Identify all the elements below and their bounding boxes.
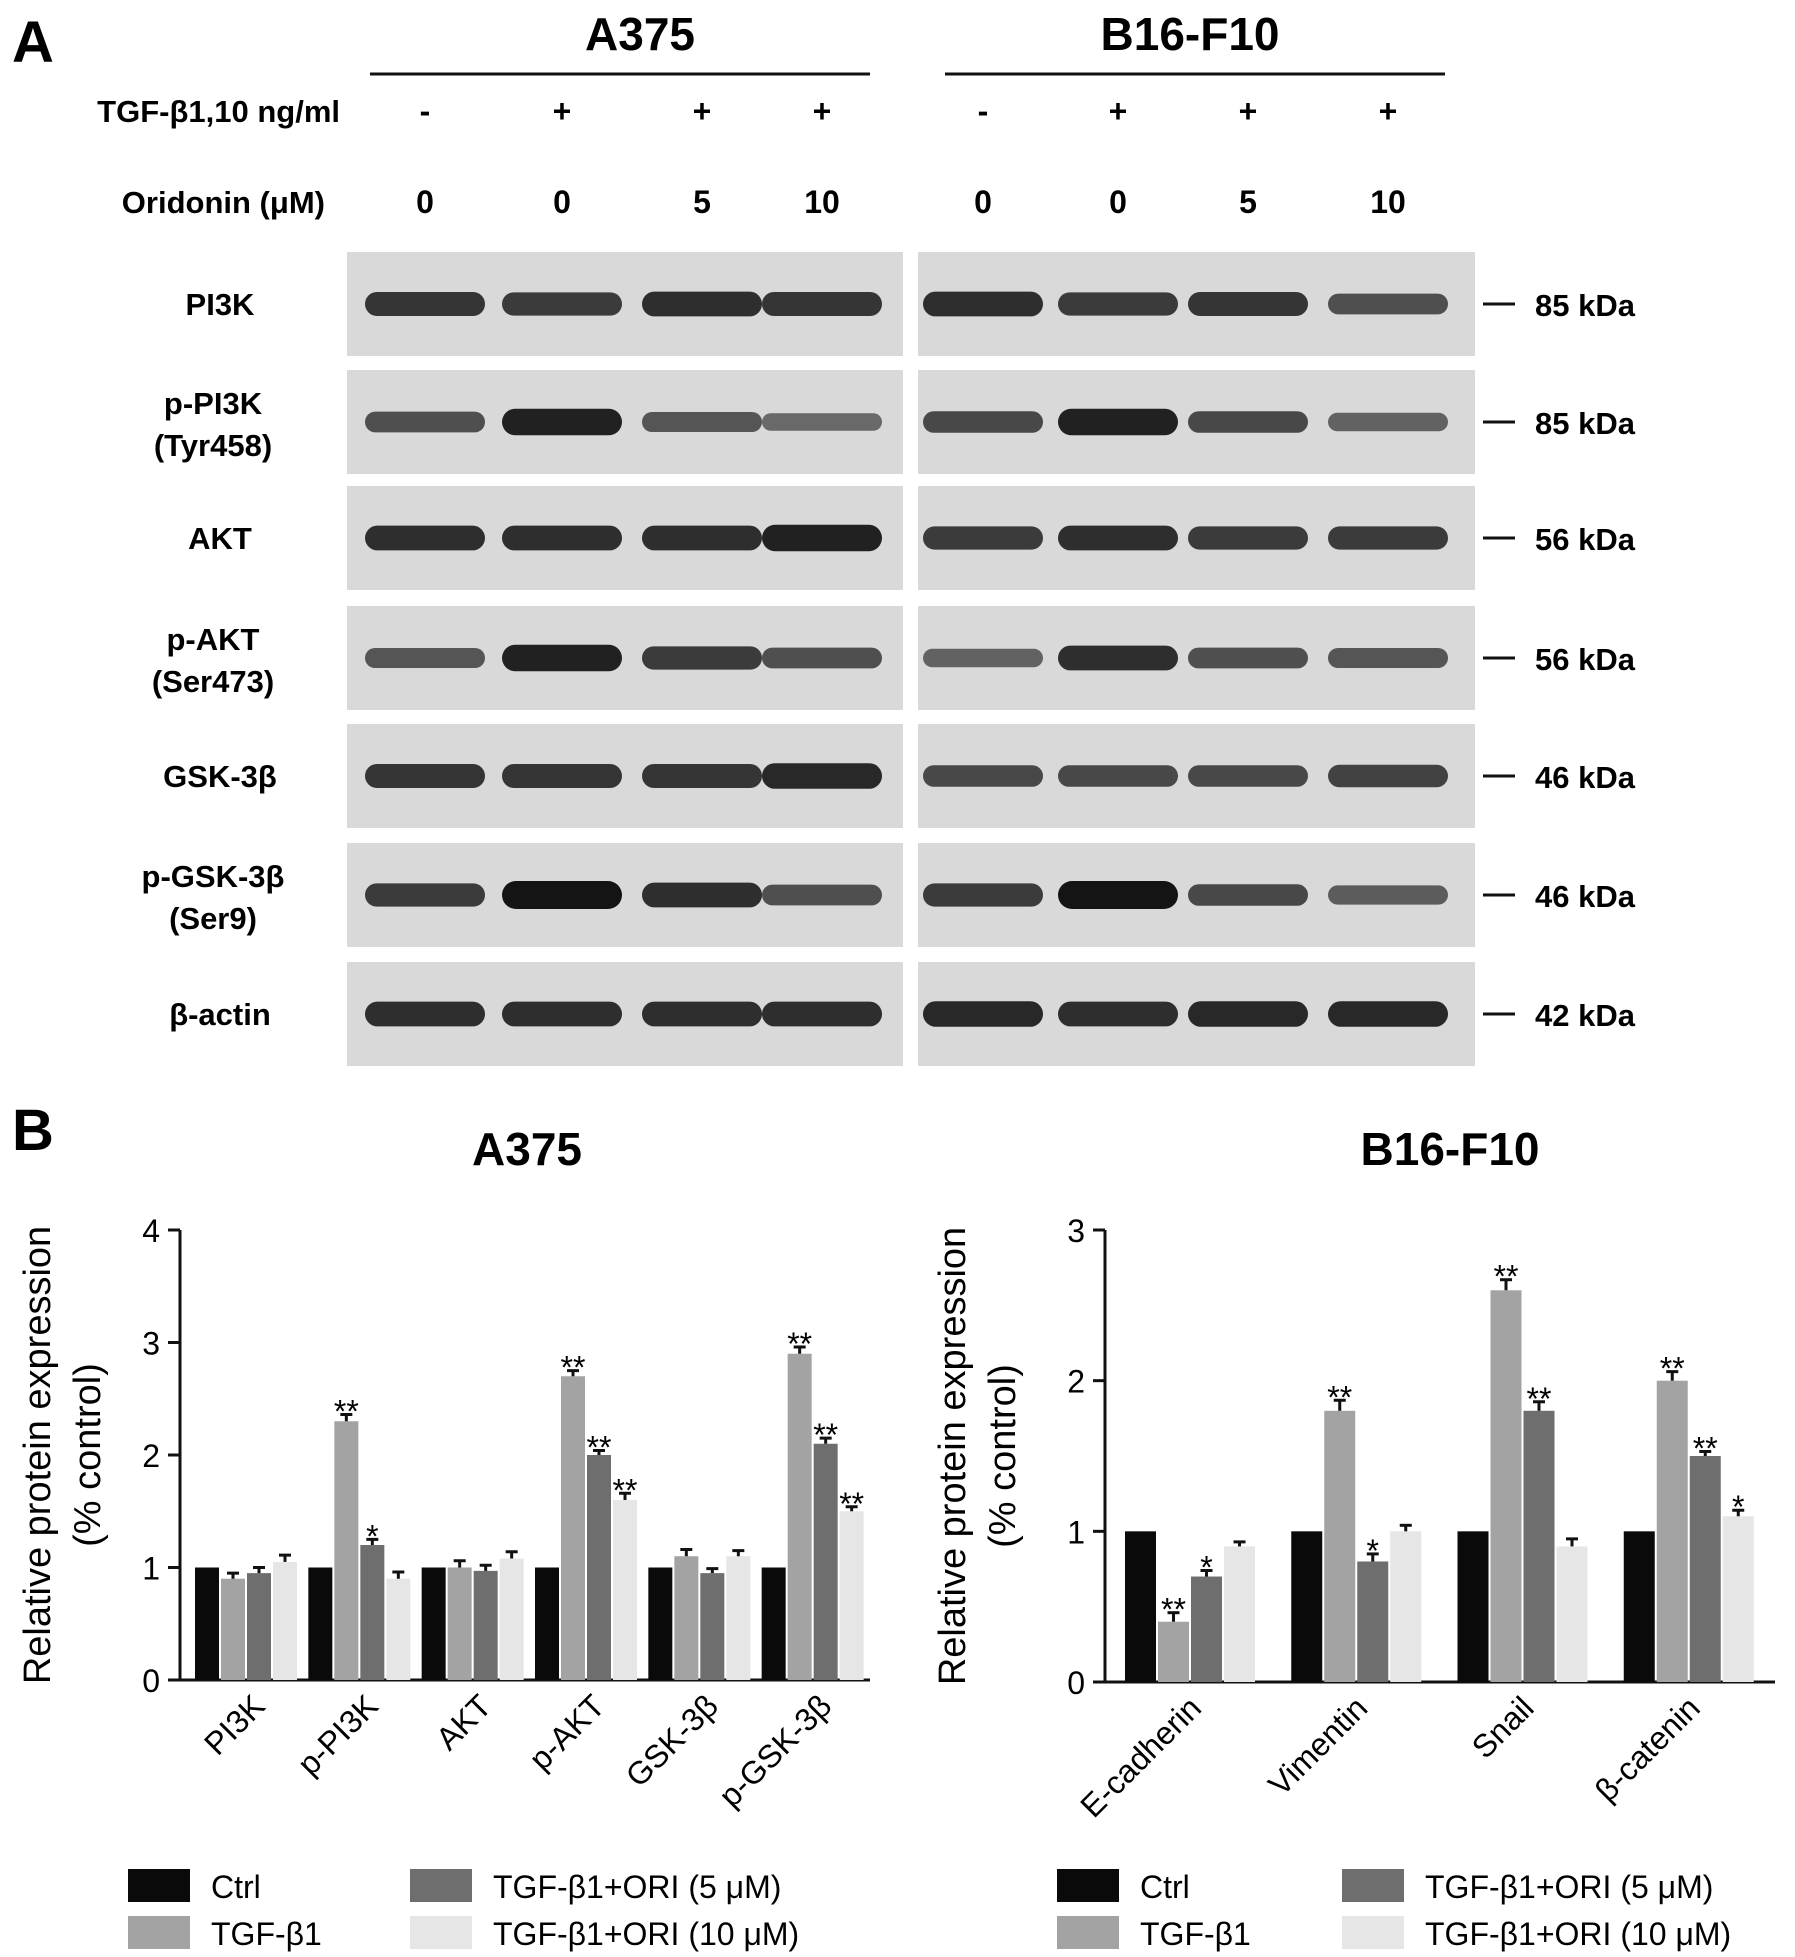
blot-band [762,413,882,431]
bar [613,1500,637,1680]
blot-row-label: PI3K [185,287,255,322]
bar [788,1354,812,1680]
blot-band [1328,413,1448,431]
blot-row-label: p-GSK-3β [141,859,285,894]
blot-band [502,881,622,909]
blot-band [1328,526,1448,549]
blot-band [1058,409,1178,435]
bar [1125,1531,1156,1682]
blot-row-label: p-AKT [166,622,260,657]
chart-title: A375 [472,1123,582,1175]
blot-band [762,648,882,669]
blot-band [365,1002,485,1027]
bar [273,1562,297,1680]
x-tick-label: Snail [1464,1689,1541,1766]
bar [1158,1622,1189,1682]
y-axis-label-unit: (% control) [982,1364,1024,1548]
blot-band [762,885,882,906]
kda-label: 42 kDa [1535,998,1635,1033]
x-tick-label: GSK-3β [618,1687,725,1794]
x-tick-label: Vimentin [1261,1689,1375,1803]
significance-mark: ** [839,1485,865,1522]
chart-b16f10 [932,1123,1775,1952]
bar [360,1545,384,1680]
legend-entry: TGF-β1+ORI (10 μM) [493,1916,800,1952]
blot-band [1058,292,1178,315]
bar [1657,1381,1688,1682]
blot-band [1058,765,1178,787]
blot-band [923,1001,1043,1027]
bar [1524,1411,1555,1682]
blot-band [923,526,1043,549]
oridonin-dose: 0 [974,184,992,220]
legend-swatch [1342,1916,1404,1949]
bar [762,1568,786,1681]
significance-mark: ** [612,1472,638,1509]
x-tick-label: PI3K [197,1687,272,1763]
y-tick-label: 1 [1067,1514,1085,1551]
blot-band [502,764,622,788]
bar [500,1559,524,1681]
blot-band [1058,526,1178,551]
oridonin-dose: 0 [1109,184,1127,220]
bar [247,1573,271,1680]
blot-band [1188,648,1308,669]
bar [1191,1577,1222,1682]
blot-band [642,412,762,432]
blot-band [502,526,622,551]
oridonin-label: Oridonin (μM) [121,185,325,220]
bar [1624,1531,1655,1682]
legend-entry: TGF-β1+ORI (5 μM) [1425,1869,1714,1905]
significance-mark: ** [586,1429,612,1466]
significance-mark: ** [1659,1350,1685,1387]
bar [1291,1531,1322,1682]
treatment-mark: - [977,93,989,129]
bar [1324,1411,1355,1682]
blot-band [1058,1002,1178,1027]
blot-group-title: A375 [585,8,695,60]
kda-label: 46 kDa [1535,760,1635,795]
bar [1224,1546,1255,1682]
bar [308,1568,332,1681]
blot-band [365,883,485,906]
legend-entry: Ctrl [211,1869,261,1905]
oridonin-dose: 5 [1239,184,1257,220]
panel-b-label: B [12,1098,54,1163]
blot-row-sublabel: (Ser9) [169,901,257,936]
bar [674,1556,698,1680]
blot-band [923,883,1043,906]
blot-band [1188,411,1308,433]
oridonin-dose: 10 [1370,184,1406,220]
legend-swatch [128,1869,190,1902]
legend-entry: TGF-β1 [211,1916,322,1952]
blot-band [1188,1001,1308,1027]
blot-band [923,292,1043,317]
blot-band [923,411,1043,433]
significance-mark: ** [813,1417,839,1454]
blot-row-label: p-PI3K [163,386,263,421]
blot-band [502,1002,622,1027]
blot-band [365,526,485,551]
oridonin-dose: 5 [693,184,711,220]
chart-a375 [17,1123,870,1952]
blot-band [762,292,882,316]
y-tick-label: 1 [142,1550,160,1587]
blot-band [502,645,622,671]
treatment-mark: + [1108,93,1128,129]
bar [587,1455,611,1680]
legend-swatch [1057,1916,1119,1949]
treatment-mark: - [419,93,431,129]
y-axis-label-unit: (% control) [67,1363,109,1547]
bar [561,1376,585,1680]
x-tick-label: E-cadherin [1073,1689,1209,1825]
blot-band [1328,885,1448,904]
legend-entry: TGF-β1 [1140,1916,1251,1952]
bar [195,1568,219,1681]
oridonin-dose: 0 [416,184,434,220]
bar [840,1511,864,1680]
blot-band [762,763,882,789]
legend-swatch [1057,1869,1119,1902]
x-tick-label: p-GSK-3β [711,1687,839,1814]
blot-band [1188,292,1308,316]
blot-row-sublabel: (Tyr458) [153,428,273,463]
bar [1723,1516,1754,1682]
significance-mark: * [1200,1549,1213,1586]
x-tick-label: p-PI3K [290,1687,385,1783]
blot-band [762,1002,882,1027]
blot-band [1328,294,1448,315]
blot-band [1058,881,1178,909]
panel-a-label: A [12,10,54,75]
legend-entry: TGF-β1+ORI (5 μM) [493,1869,782,1905]
kda-label: 46 kDa [1535,879,1635,914]
significance-mark: ** [560,1349,586,1386]
bar [448,1568,472,1681]
blot-band [1188,526,1308,549]
blot-band [642,526,762,551]
kda-label: 85 kDa [1535,406,1635,441]
y-tick-label: 3 [142,1325,160,1362]
kda-label: 56 kDa [1535,642,1635,677]
blot-band [502,292,622,315]
chart-title: B16-F10 [1360,1123,1540,1175]
bar [700,1573,724,1680]
blot-band [923,765,1043,787]
significance-mark: * [1732,1489,1745,1526]
bar [221,1579,245,1680]
bar [1491,1290,1522,1682]
blot-band [762,525,882,551]
oridonin-dose: 10 [804,184,840,220]
legend-entry: TGF-β1+ORI (10 μM) [1425,1916,1732,1952]
x-tick-label: p-AKT [522,1687,612,1778]
blot-band [642,646,762,669]
blot-band [1328,765,1448,787]
bar [1357,1561,1388,1682]
y-axis-label: Relative protein expression [932,1226,974,1686]
blot-band [365,292,485,316]
blot-band [642,1002,762,1027]
treatment-mark: + [552,93,572,129]
significance-mark: ** [1493,1258,1519,1295]
significance-mark: ** [1692,1430,1718,1467]
treatment-label: TGF-β1,10 ng/ml [97,94,340,129]
blot-band [1328,648,1448,668]
blot-row-sublabel: (Ser473) [151,664,275,699]
blot-band [502,409,622,435]
blot-row-label: GSK-3β [163,759,277,794]
y-tick-label: 0 [142,1663,160,1699]
bar [1390,1531,1421,1682]
y-tick-label: 2 [142,1438,160,1474]
bar [422,1568,446,1681]
bar [1690,1456,1721,1682]
blot-row-label: AKT [188,521,252,556]
bar [474,1571,498,1680]
blot-band [365,412,485,433]
treatment-mark: + [812,93,832,129]
blot-band [642,883,762,908]
blot-band [642,292,762,317]
bar [726,1556,750,1680]
y-tick-label: 3 [1067,1213,1085,1249]
significance-mark: * [366,1518,379,1555]
oridonin-dose: 0 [553,184,571,220]
significance-mark: ** [333,1393,359,1430]
treatment-mark: + [692,93,712,129]
x-tick-label: AKT [428,1687,499,1757]
blot-group-title: B16-F10 [1100,8,1280,60]
significance-mark: ** [1526,1380,1552,1417]
blot-band [365,648,485,668]
treatment-mark: + [1378,93,1398,129]
y-tick-label: 0 [1067,1665,1085,1701]
legend-swatch [1342,1869,1404,1902]
y-tick-label: 4 [142,1213,160,1249]
bar [386,1579,410,1680]
significance-mark: ** [1327,1379,1353,1416]
blot-band [1058,646,1178,671]
legend-swatch [128,1916,190,1949]
kda-label: 85 kDa [1535,288,1635,323]
blot-band [642,764,762,788]
blot-band [923,649,1043,667]
y-tick-label: 2 [1067,1363,1085,1400]
bar [1458,1531,1489,1682]
bar [535,1568,559,1681]
x-tick-label: β-catenin [1587,1689,1707,1809]
blot-band [1188,765,1308,787]
y-axis-label: Relative protein expression [17,1225,59,1685]
significance-mark: ** [1161,1591,1186,1628]
kda-label: 56 kDa [1535,522,1635,557]
bar [1557,1546,1588,1682]
blot-row-label: β-actin [169,997,271,1032]
bar [334,1421,358,1680]
legend-entry: Ctrl [1140,1869,1190,1905]
legend-swatch [410,1869,472,1902]
bar [648,1568,672,1681]
blot-band [1188,884,1308,906]
blot-band [1328,1001,1448,1027]
significance-mark: * [1366,1532,1379,1569]
bar [814,1444,838,1680]
blot-band [365,764,485,788]
legend-swatch [410,1916,472,1949]
significance-mark: ** [787,1326,813,1362]
western-blot [97,8,1636,1066]
treatment-mark: + [1238,93,1258,129]
